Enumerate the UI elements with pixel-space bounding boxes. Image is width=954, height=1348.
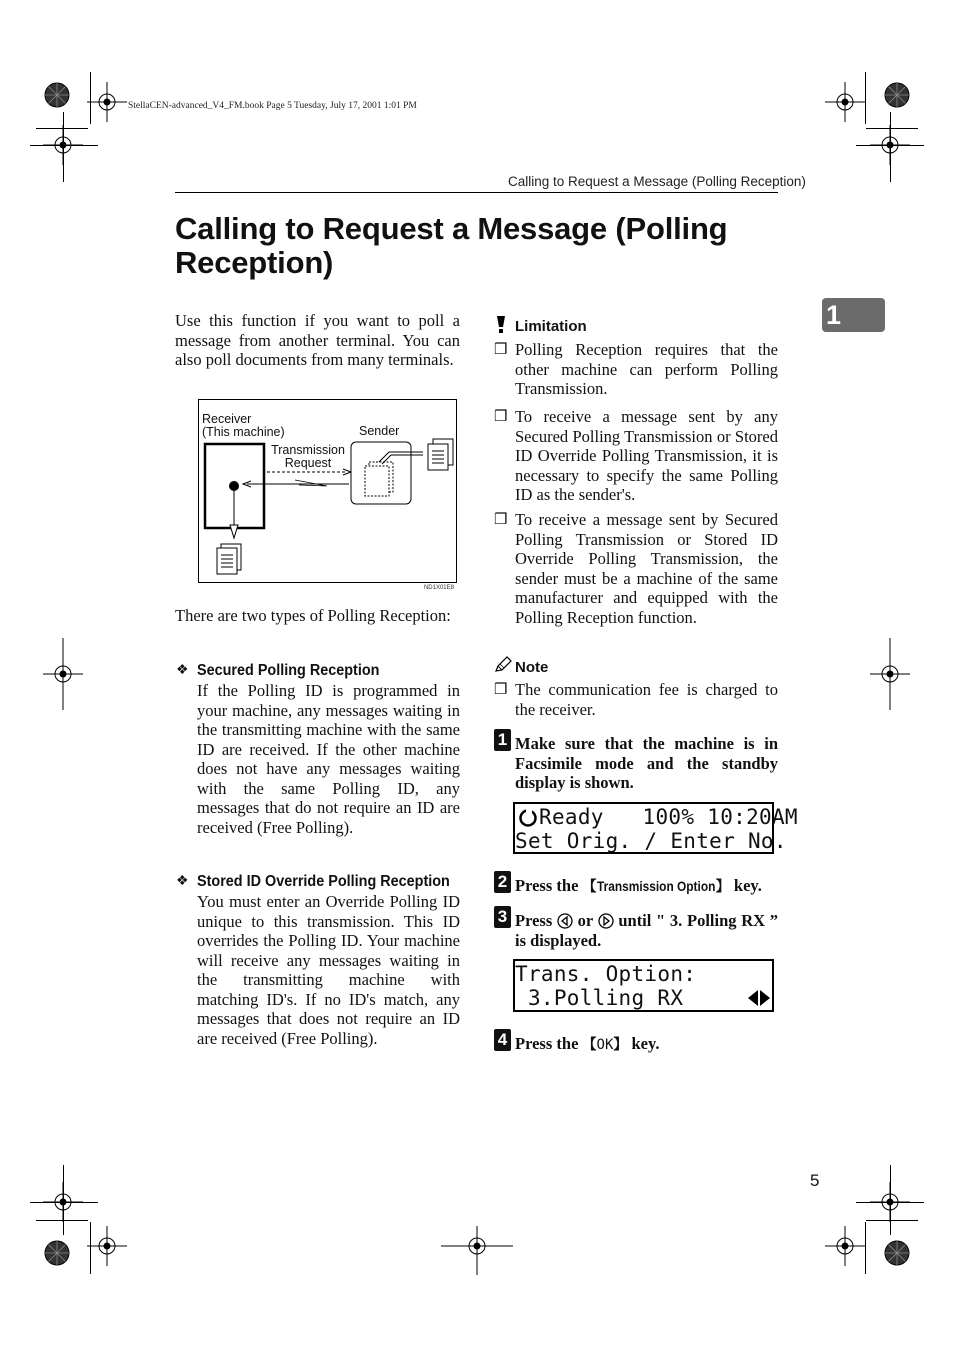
checkbox-bullet-icon: ❒ [494,682,508,698]
diagram-code: ND1X01E8 [423,585,454,591]
secured-text: If the Polling ID is programmed in your machine, any messages waiting in the transmitting machine with the same ID are received. If the other machine does not have any messages waiting with the same Polling ID, any messages that do not require an ID are received (Free Polling). [197,681,460,837]
step-2-badge: 2 [494,871,511,893]
key-bracket-open: 【 [582,878,597,894]
step-4-text: Press the 【OK】 key. [515,1034,660,1053]
step-3-text: Press or until " 3. Polling RX ” is displayed. [515,911,778,950]
lcd-line-2: Set Orig. / Enter No. [515,829,787,853]
checkbox-bullet-icon: ❒ [494,342,508,358]
diagram-sender-label: Sender [359,424,400,438]
types-intro: There are two types of Polling Reception: [175,606,451,625]
stored-heading: Stored ID Override Polling Reception [197,873,450,890]
list-item: ❒ The communication fee is charged to the receiver. [494,680,778,719]
note-list [494,680,778,725]
diamond-bullet-icon: ❖ [176,661,189,677]
key-bracket-close: 】 [613,1036,628,1052]
left-right-arrows-icon [747,989,771,1007]
running-head: Calling to Request a Message (Polling Reception) [508,174,806,189]
page-title-line2: Reception) [175,245,334,280]
page-title [175,212,785,280]
step-4-badge: 4 [494,1029,511,1051]
header-rule [175,192,778,193]
diagram-drawing [199,400,458,584]
stored-text: You must enter an Override Polling ID unique to this transmission. This ID overrides the Polling ID. Your machine will receive any messages waiting in the transmitting machine with matching ID's. If no ID's match, any messages that does not require an ID are received (Free Polling). [197,892,460,1048]
list-item: ❒ Polling Reception requires that the other machine can perform Polling Transmission. [494,340,778,398]
secured-heading: Secured Polling Reception [197,662,380,679]
note-heading: Note [515,659,549,676]
page-number: 5 [810,1171,820,1190]
ok-key: OK [596,1037,614,1053]
step-1-text: Make sure that the machine is in Facsimile mode and the standby display is shown. [515,734,778,792]
diamond-bullet-icon: ❖ [176,872,189,888]
limitation-list [494,340,778,635]
step-1-badge: 1 [494,729,511,751]
diagram-transmission-label: Transmission Request [271,443,345,470]
left-arrow-key-icon [557,913,573,929]
page-title-line1: Calling to Request a Message (Polling [175,211,728,246]
diagram-receiver-label: Receiver (This machine) [202,412,285,439]
lcd-line-1: Trans. Option: [515,962,697,986]
transmission-option-key: Transmission Option [596,878,715,894]
lcd-line-2: 3.Polling RX [515,986,684,1010]
right-arrow-key-icon [598,913,614,929]
chapter-number: 1 [826,300,842,330]
step-2-text: Press the 【Transmission Option】 key. [515,876,762,895]
list-item: ❒ To receive a message sent by Secured Polling Transmission or Stored ID Override Polling Transmission, the sender must be a machine of the same manufacturer and equipped with the Polling Reception function. [494,510,778,627]
pencil-icon [494,656,512,674]
key-bracket-open: 【 [582,1036,597,1052]
checkbox-bullet-icon: ❒ [494,409,508,425]
file-info: StellaCEN-advanced_V4_FM.book Page 5 Tuesday, July 17, 2001 1:01 PM [128,101,417,111]
exclamation-icon [494,315,508,335]
list-item: ❒ To receive a message sent by any Secured Polling Transmission or Stored ID Override Polling Transmission, it is necessary to specify the same Polling ID as the sender's. [494,407,778,504]
lcd-display-standby: Ready 100% 10:20AM Set Orig. / Enter No. [513,802,774,854]
limitation-heading: Limitation [515,318,587,335]
intro-paragraph: Use this function if you want to poll a message from another terminal. You can also poll documents from many terminals. [175,311,460,369]
ready-indicator-icon [518,808,538,828]
key-bracket-close: 】 [715,878,730,894]
checkbox-bullet-icon: ❒ [494,512,508,528]
lcd-display-trans-option [513,959,774,1012]
step-3-badge: 3 [494,906,511,928]
polling-diagram [198,399,457,591]
